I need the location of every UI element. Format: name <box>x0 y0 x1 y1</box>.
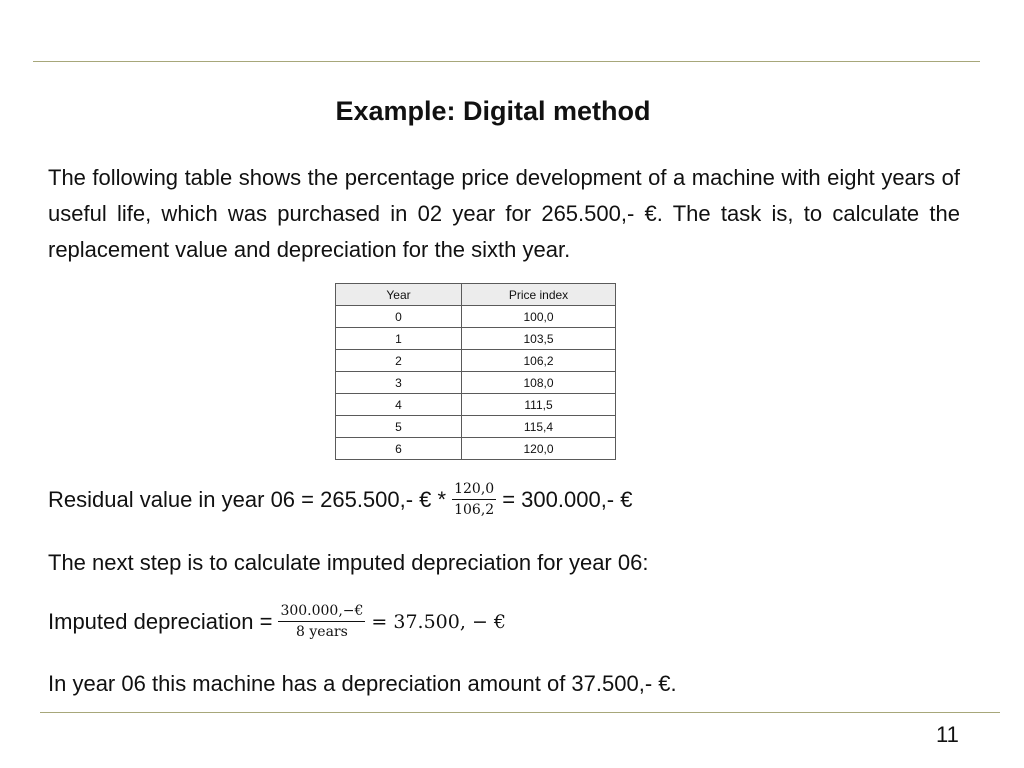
residual-numerator: 120,0 <box>452 481 496 500</box>
top-divider <box>33 61 980 62</box>
imputed-denominator: 8 years <box>296 624 348 640</box>
residual-value-formula <box>48 481 632 518</box>
cell-year: 4 <box>336 394 462 416</box>
cell-year: 2 <box>336 350 462 372</box>
table-row <box>336 394 616 416</box>
imputed-numerator: 300.000,−€ <box>278 603 365 622</box>
cell-price-index: 115,4 <box>462 416 616 438</box>
cell-year: 0 <box>336 306 462 328</box>
cell-price-index: 100,0 <box>462 306 616 328</box>
cell-year: 3 <box>336 372 462 394</box>
cell-price-index: 103,5 <box>462 328 616 350</box>
table-row <box>336 350 616 372</box>
residual-prefix: Residual value in year 06 = 265.500,- € * <box>48 486 447 512</box>
bottom-divider <box>40 712 1000 713</box>
cell-year: 1 <box>336 328 462 350</box>
price-index-table <box>335 283 616 460</box>
residual-denominator: 106,2 <box>454 502 495 518</box>
table-row <box>336 328 616 350</box>
table-row <box>336 438 616 460</box>
cell-price-index: 106,2 <box>462 350 616 372</box>
cell-price-index: 120,0 <box>462 438 616 460</box>
header-year: Year <box>336 284 462 306</box>
table-row <box>336 416 616 438</box>
imputed-depreciation-formula <box>48 603 506 640</box>
next-step-text: The next step is to calculate imputed depreciation for year 06: <box>48 550 649 575</box>
table-header-row <box>336 284 616 306</box>
imputed-prefix: Imputed depreciation = <box>48 608 273 634</box>
page-number: 11 <box>936 722 959 747</box>
conclusion-text: In year 06 this machine has a depreciation amount of 37.500,- €. <box>48 671 677 696</box>
residual-suffix: = 300.000,- € <box>502 486 633 512</box>
imputed-fraction <box>278 603 365 640</box>
table-row <box>336 372 616 394</box>
intro-paragraph: The following table shows the percentage price development of a machine with eight years of useful life, which was purchased in 02 year for 265.500,- €. The task is, to calculate the replacement value and depreciation for the sixth year. <box>48 165 960 262</box>
imputed-result: = 37.500, − € <box>371 610 506 633</box>
cell-year: 6 <box>336 438 462 460</box>
cell-price-index: 108,0 <box>462 372 616 394</box>
header-price-index: Price index <box>462 284 616 306</box>
residual-fraction <box>452 481 496 518</box>
cell-year: 5 <box>336 416 462 438</box>
slide-title: Example: Digital method <box>335 96 651 126</box>
cell-price-index: 111,5 <box>462 394 616 416</box>
table-row <box>336 306 616 328</box>
